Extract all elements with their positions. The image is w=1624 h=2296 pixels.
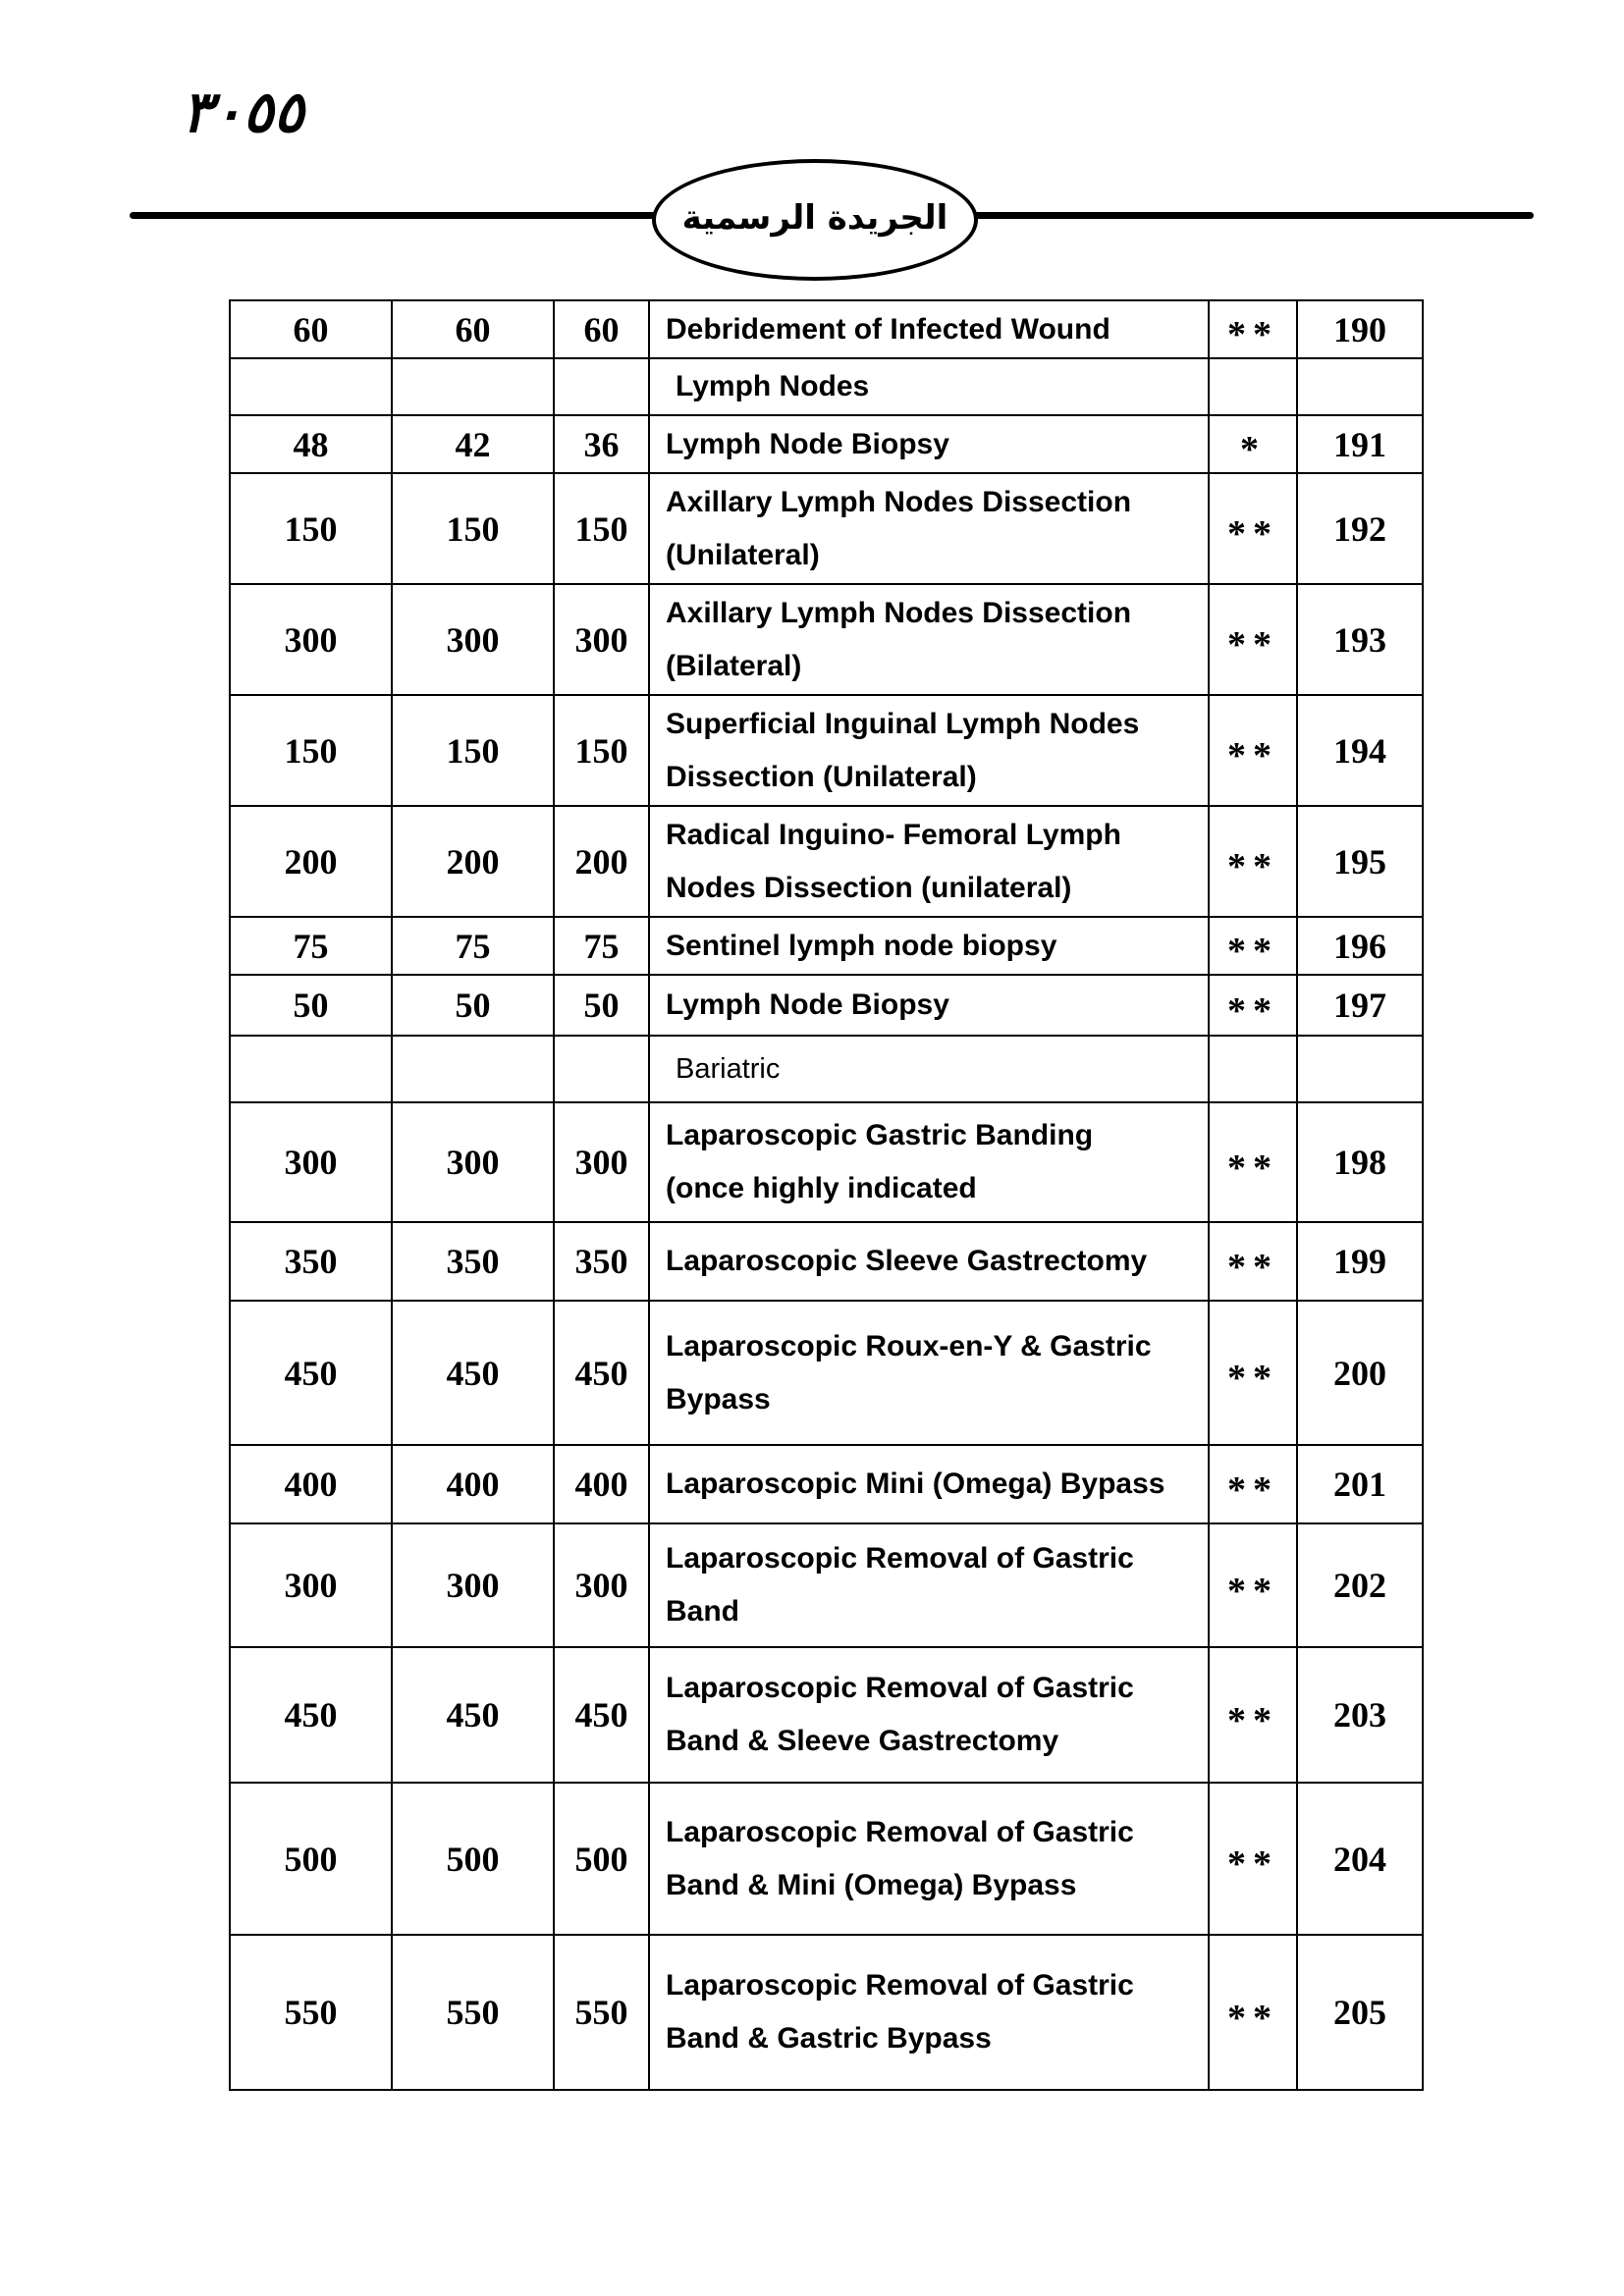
procedure-cell [649,1783,1209,1935]
asterisk-mark-cell [1209,1036,1297,1102]
fee-category3-cell: 550 [554,1935,649,2090]
fee-category1-cell: 60 [230,300,392,358]
serial-number-cell: 194 [1297,695,1423,806]
fee-category2-cell: 50 [392,975,554,1036]
procedure-line: (Unilateral) [666,538,820,571]
serial-number-cell: 203 [1297,1647,1423,1783]
procedure-line: Axillary Lymph Nodes Dissection [666,485,1132,518]
procedure-line: Dissection (Unilateral) [666,760,977,793]
serial-number-cell: 204 [1297,1783,1423,1935]
serial-number-cell: 193 [1297,584,1423,695]
serial-number-cell: 196 [1297,917,1423,975]
serial-number-cell: 198 [1297,1102,1423,1222]
fee-category2-cell [392,358,554,415]
fee-category1-cell: 350 [230,1222,392,1301]
fee-category3-cell: 300 [554,1102,649,1222]
fee-category1-cell: 450 [230,1301,392,1445]
asterisk-mark-cell: ** [1209,584,1297,695]
fee-category3-cell: 200 [554,806,649,917]
procedure-line: Laparoscopic Removal of Gastric [666,1672,1134,1704]
serial-number-cell: 195 [1297,806,1423,917]
fee-category2-cell: 450 [392,1301,554,1445]
fee-category2-cell: 300 [392,584,554,695]
procedure-cell [649,975,1209,1036]
procedure-line: Radical Inguino- Femoral Lymph [666,818,1121,851]
procedure-line: Lymph Node Biopsy [666,988,949,1021]
serial-number-cell [1297,1036,1423,1102]
fee-category2-cell: 300 [392,1523,554,1647]
asterisk-mark-cell: ** [1209,1783,1297,1935]
fee-category2-cell: 150 [392,695,554,806]
fee-category2-cell: 75 [392,917,554,975]
fee-table-row [230,1647,1423,1783]
asterisk-mark-cell [1209,358,1297,415]
asterisk-mark-cell: ** [1209,1222,1297,1301]
procedure-cell [649,695,1209,806]
serial-number-cell: 192 [1297,473,1423,584]
fee-category3-cell: 300 [554,584,649,695]
asterisk-mark-cell: ** [1209,1523,1297,1647]
fee-category2-cell: 450 [392,1647,554,1783]
fee-table-row [230,1935,1423,2090]
procedure-cell [649,1102,1209,1222]
procedure-cell [649,300,1209,358]
gazette-seal-ellipse [652,159,978,281]
procedure-cell [649,1036,1209,1102]
procedure-cell [649,917,1209,975]
procedure-line: Bypass [666,1382,771,1415]
fee-category1-cell: 300 [230,1102,392,1222]
procedure-line: Lymph Node Biopsy [666,427,949,460]
serial-number-cell [1297,358,1423,415]
procedure-cell [649,1222,1209,1301]
fee-category1-cell: 150 [230,473,392,584]
procedure-line: Laparoscopic Sleeve Gastrectomy [666,1245,1148,1277]
procedure-line: Debridement of Infected Wound [666,312,1110,346]
procedure-line: Laparoscopic Mini (Omega) Bypass [666,1468,1165,1500]
fee-category2-cell: 400 [392,1445,554,1523]
procedure-line: Band [666,1595,739,1628]
fee-category3-cell: 400 [554,1445,649,1523]
fee-category1-cell [230,358,392,415]
fee-table-row [230,1301,1423,1445]
fee-category1-cell: 50 [230,975,392,1036]
fee-category1-cell: 450 [230,1647,392,1783]
fee-table-row [230,695,1423,806]
fee-category2-cell: 200 [392,806,554,917]
serial-number-cell: 197 [1297,975,1423,1036]
fee-table-body [230,300,1423,2090]
procedure-line: Laparoscopic Removal of Gastric [666,1969,1134,2002]
fee-category3-cell: 300 [554,1523,649,1647]
fee-table-row [230,584,1423,695]
serial-number-cell: 202 [1297,1523,1423,1647]
fee-category3-cell: 75 [554,917,649,975]
fee-category3-cell [554,358,649,415]
procedure-line: Band & Mini (Omega) Bypass [666,1868,1077,1901]
fee-category3-cell [554,1036,649,1102]
procedure-cell [649,1445,1209,1523]
procedure-cell [649,473,1209,584]
procedure-line: Laparoscopic Removal of Gastric [666,1815,1134,1848]
fee-table-row [230,1445,1423,1523]
fee-category1-cell [230,1036,392,1102]
procedure-cell [649,1301,1209,1445]
asterisk-mark-cell: ** [1209,1647,1297,1783]
procedure-line: Lymph Nodes [676,370,870,402]
fee-category3-cell: 450 [554,1647,649,1783]
fee-table-row [230,1102,1423,1222]
procedure-line: Axillary Lymph Nodes Dissection [666,596,1132,629]
fee-category2-cell: 350 [392,1222,554,1301]
fee-table-row [230,358,1423,415]
fee-category3-cell: 500 [554,1783,649,1935]
fee-category3-cell: 36 [554,415,649,473]
procedure-line: Laparoscopic Removal of Gastric [666,1542,1134,1575]
asterisk-mark-cell: ** [1209,917,1297,975]
fee-category1-cell: 48 [230,415,392,473]
serial-number-cell: 200 [1297,1301,1423,1445]
fee-category1-cell: 550 [230,1935,392,2090]
fee-category1-cell: 300 [230,584,392,695]
fee-category3-cell: 350 [554,1222,649,1301]
serial-number-cell: 199 [1297,1222,1423,1301]
fee-category2-cell [392,1036,554,1102]
fee-category1-cell: 500 [230,1783,392,1935]
asterisk-mark-cell: ** [1209,695,1297,806]
fee-table-row [230,806,1423,917]
procedure-cell [649,1935,1209,2090]
fee-category3-cell: 150 [554,473,649,584]
fee-table-row [230,415,1423,473]
fee-category2-cell: 550 [392,1935,554,2090]
fee-table-row [230,1036,1423,1102]
procedure-line: Band & Sleeve Gastrectomy [666,1725,1059,1757]
fee-table-row [230,473,1423,584]
serial-number-cell: 201 [1297,1445,1423,1523]
asterisk-mark-cell: ** [1209,975,1297,1036]
serial-number-cell: 191 [1297,415,1423,473]
procedure-line: Nodes Dissection (unilateral) [666,871,1072,904]
procedure-cell [649,415,1209,473]
procedure-line: Laparoscopic Roux-en-Y & Gastric [666,1329,1152,1362]
serial-number-cell: 190 [1297,300,1423,358]
fee-category2-cell: 60 [392,300,554,358]
procedure-line: Laparoscopic Gastric Banding [666,1119,1094,1151]
serial-number-cell: 205 [1297,1935,1423,2090]
fee-category3-cell: 60 [554,300,649,358]
fee-category2-cell: 150 [392,473,554,584]
fee-category3-cell: 150 [554,695,649,806]
fee-category2-cell: 500 [392,1783,554,1935]
procedure-line: Bariatric [676,1053,781,1085]
asterisk-mark-cell: ** [1209,1102,1297,1222]
fee-table-row [230,975,1423,1036]
fee-table-row [230,300,1423,358]
procedure-line: (once highly indicated [666,1172,977,1204]
fee-table [229,299,1424,2091]
asterisk-mark-cell: ** [1209,1445,1297,1523]
fee-table-row [230,1783,1423,1935]
asterisk-mark-cell: ** [1209,806,1297,917]
procedure-line: (Bilateral) [666,649,802,682]
fee-category1-cell: 300 [230,1523,392,1647]
procedure-cell [649,1647,1209,1783]
fee-category1-cell: 200 [230,806,392,917]
procedure-line: Band & Gastric Bypass [666,2022,992,2055]
asterisk-mark-cell: ** [1209,300,1297,358]
fee-category2-cell: 300 [392,1102,554,1222]
procedure-cell [649,1523,1209,1647]
procedure-cell [649,584,1209,695]
asterisk-mark-cell: ** [1209,1301,1297,1445]
fee-category2-cell: 42 [392,415,554,473]
asterisk-mark-cell: * [1209,415,1297,473]
asterisk-mark-cell: ** [1209,1935,1297,2090]
fee-category1-cell: 75 [230,917,392,975]
page-number: ٣٠٥٥ [182,79,304,145]
procedure-line: Superficial Inguinal Lymph Nodes [666,707,1140,740]
fee-table-row [230,917,1423,975]
procedure-cell [649,358,1209,415]
gazette-title: الجريدة الرسمية [681,198,948,238]
fee-table-row [230,1523,1423,1647]
fee-category3-cell: 50 [554,975,649,1036]
fee-category1-cell: 400 [230,1445,392,1523]
procedure-line: Sentinel lymph node biopsy [666,929,1057,962]
fee-category3-cell: 450 [554,1301,649,1445]
fee-category1-cell: 150 [230,695,392,806]
asterisk-mark-cell: ** [1209,473,1297,584]
fee-table-row [230,1222,1423,1301]
procedure-cell [649,806,1209,917]
